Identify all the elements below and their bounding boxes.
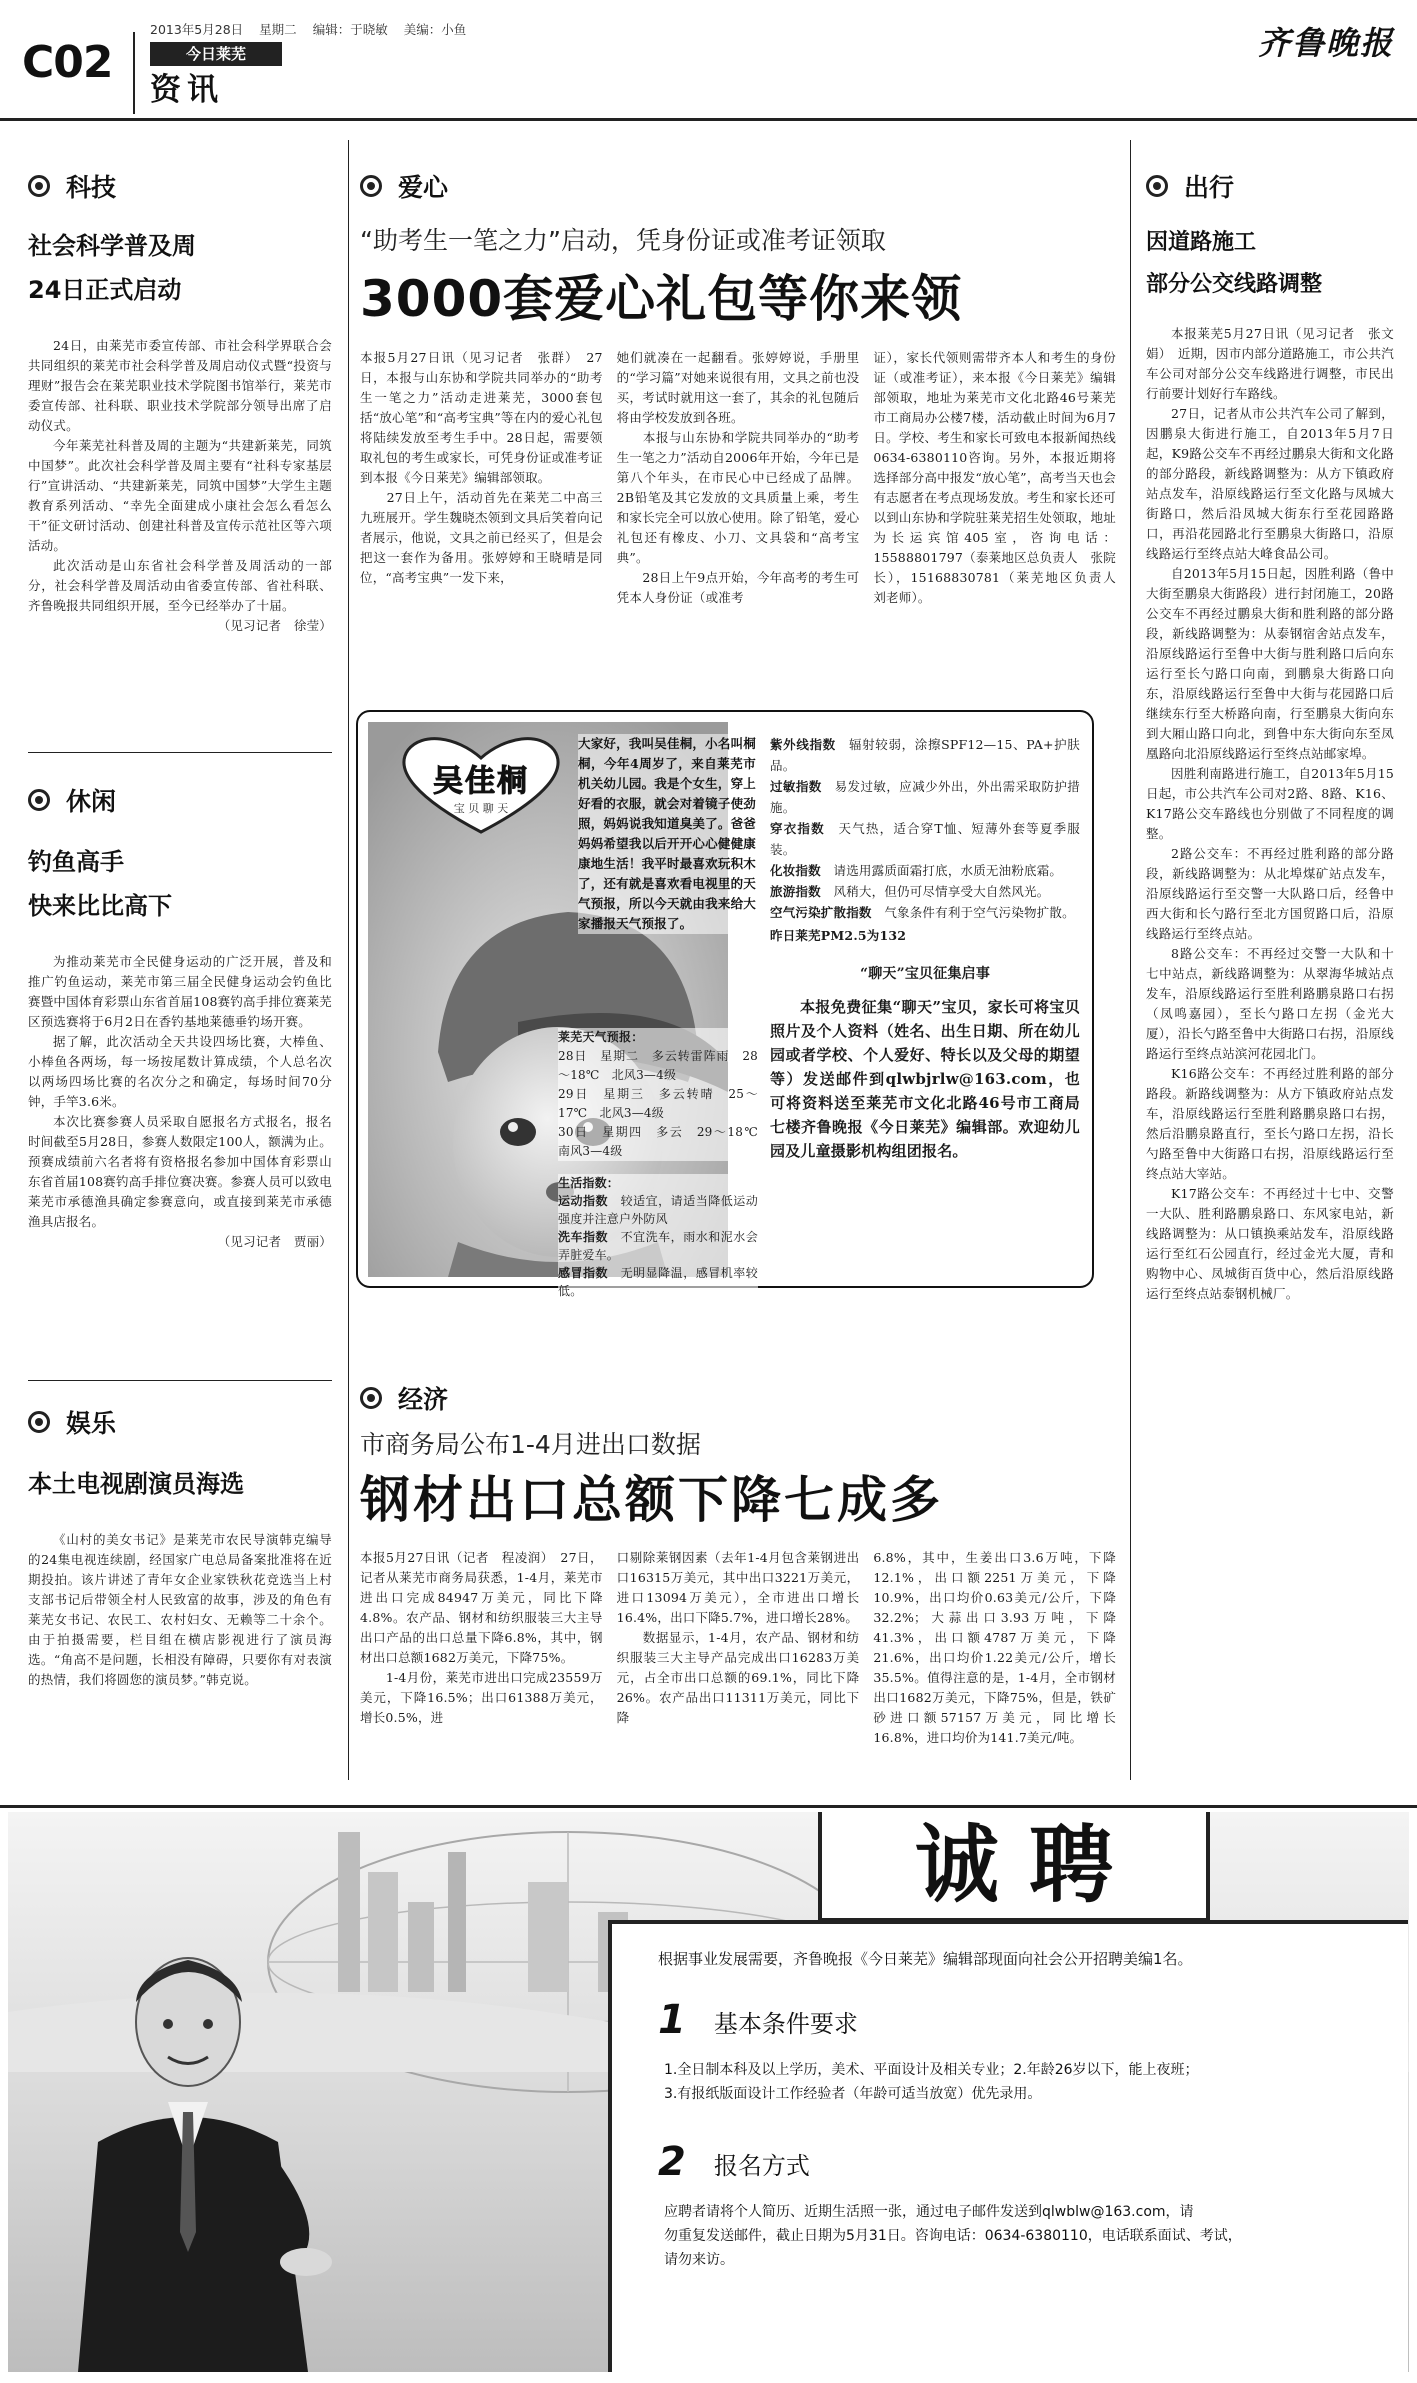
life-index-left: 生活指数： 运动指数 较适宜，请适当降低运动强度并注意户外防风 洗车指数 不宜洗车，雨水和泥水会弄脏爱车。 感冒指数 无明显降温，感冒机率较低。	[558, 1176, 758, 1298]
ad-item	[658, 1997, 1408, 2043]
paper-logo: 齐鲁晚报	[1258, 24, 1395, 62]
tech-byline: （见习记者 徐莹）	[217, 618, 332, 633]
life-index-item: 感冒指数 无明显降温，感冒机率较低。	[558, 1266, 758, 1298]
weather-forecast: 莱芜天气预报： 28日 星期二 多云转雷阵雨 28～18℃ 北风3—4级 29日 星期三 多云转晴 25～17℃ 北风3—4级 30日 星期四 多云 29～18℃ 南风3—4级	[558, 1028, 758, 1161]
section-bullet-icon	[360, 1387, 382, 1409]
ent-body: 《山村的美女书记》是莱芜市农民导演韩克编导的24集电视连续剧，经国家广电总局备案批准将在近期投拍。该片讲述了青年女企业家铁秋花竞选当上村支部书记后带领全村人民致富的故事，涉及的角色有莱芜女书记、农民工、农村妇女、无赖等二十余个。由于拍摄需要，栏目组在横店影视进行了演员海选。“角高不是问题，长相没有障碍，只要你有对表演的热情，我们将圆您的演员梦。”韩克说。	[28, 1532, 332, 1687]
kid-name-badge: 吴佳桐 宝 贝 聊 天	[386, 728, 576, 838]
econ-kicker: 市商务局公布1-4月进出口数据	[360, 1430, 701, 1459]
ent-section-label: 娱乐	[28, 1404, 332, 1440]
econ-section-label: 经济	[360, 1380, 1116, 1416]
section-title: 资讯	[150, 72, 224, 108]
leisure-article	[28, 782, 332, 1252]
love-section-label: 爱心	[360, 168, 1116, 204]
ad-item-lines: 应聘者请将个人简历、近期生活照一张，通过电子邮件发送到qlwblw@163.com，请 勿重复发送邮件，截止日期为5月31日。咨询电话：0634-6380110，电话联系面试、考试， 请勿来访。	[664, 2204, 1242, 2268]
life-index-right	[770, 734, 1080, 1163]
masthead-rule	[0, 118, 1417, 121]
forecast-day: 29日 星期三 多云转晴 25～17℃ 北风3—4级	[558, 1087, 758, 1120]
ad-item-heading: 基本条件要求	[713, 2010, 858, 2038]
section-bullet-icon	[28, 1411, 50, 1433]
left-column-divider	[348, 140, 349, 1780]
kid-weather-box	[356, 710, 1094, 1298]
life-index-item: 运动指数 较适宜，请适当降低运动强度并注意户外防风	[558, 1194, 758, 1226]
designer-credit: 美编：小鱼	[403, 22, 467, 37]
ent-article	[28, 1404, 332, 1690]
recruitment-ad	[8, 1812, 1409, 2372]
ad-top-rule	[0, 1805, 1417, 1808]
pm25-reading: 昨日莱芜PM2.5为132	[770, 928, 907, 943]
forecast-day: 28日 星期二 多云转雷阵雨 28～18℃ 北风3—4级	[558, 1049, 758, 1082]
masthead-info	[150, 20, 466, 38]
tech-body: 24日，由莱芜市委宣传部、市社会科学界联合会共同组织的莱芜市社会科学普及周启动仪式暨“投资与理财”报告会在莱芜职业技术学院图书馆举行，莱芜市委宣传部、社科联、职业技术学院部分领导出席了启动仪式。 今年莱芜社科普及周的主题为“共建新莱芜，同筑中国梦”。此次社会科学普及周主要有“社科专家基层行”宣讲活动、“共建新莱芜，同筑中国梦”大学生主题教育系列活动、“幸先全面建成小康社会怎么看怎么干”征文研讨活动、创建社科普及宣传示范社区等六项活动。 此次活动是山东省社会科学普及周活动的一部分，社会科学普及周活动由省委宣传部、省社科联、齐鲁晚报共同组织开展，至今已经举办了十届。 （见习记者 徐莹）	[28, 336, 332, 636]
ad-item-heading: 报名方式	[713, 2152, 810, 2180]
section-bullet-icon	[28, 175, 50, 197]
forecast-day: 30日 星期四 多云 29～18℃ 南风3—4级	[558, 1125, 771, 1158]
section-bullet-icon	[28, 789, 50, 811]
issue-date: 2013年5月28日	[150, 22, 244, 37]
tech-section-label: 科技	[28, 168, 332, 204]
love-body: 本报5月27日讯（见习记者 张群） 27日，本报与山东协和学院共同举办的“助考生一笔之力”活动走进莱芜，3000套包括“放心笔”和“高考宝典”等在内的爱心礼包将陆续发放至考生手中。28日起，需要领取礼包的考生或家长，可凭身份证或准考证到本报《今日莱芜》编辑部领取。 27日上午，活动首先在莱芜二中高三九班展开。学生魏晓杰领到文具后笑着向记者展示，他说，文具之前已经买了，但是会把这一套作为备用。张婷婷和王晓晴是同位，“高考宝典”一发下来， 她们就凑在一起翻看。张婷婷说，手册里的“学习篇”对她来说很有用，文具之前也没买，考试时就用这一套了，其余的礼包随后将由学校发放到各班。 本报与山东协和学院共同举办的“助考生一笔之力”活动自2006年开始，今年已是第八个年头，在市民心中已经成了品牌。2B铅笔及其它发放的文具质量上乘，考生和家长完全可以放心使用。除了铅笔，爱心礼包还有橡皮、小刀、文具袋和“高考宝典”。 28日上午9点开始，今年高考的考生可凭本人身份证（或准考 证），家长代领则需带齐本人和考生的身份证（或准考证），来本报《今日莱芜》编辑部领取，地址为莱芜市文化北路46号莱芜市工商局办公楼7楼，活动截止时间为6月7日。学校、考生和家长可致电本报新闻热线0634-6380110咨询。另外，本报近期将选择部分高中报发“放心笔”，高考当天也会有志愿者在考点现场发放。考生和家长还可以到山东协和学院驻莱芜招生处领取，地址为长运宾馆405室，咨询电话：15588801797（泰莱地区总负责人 张院长），15168830781（莱芜地区负责人 刘老师）。	[360, 350, 1129, 605]
recruit-body: 本报免费征集“聊天”宝贝，家长可将宝贝照片及个人资料（姓名、出生日期、所在幼儿园或者学校、个人爱好、特长以及父母的期望等）发送邮件到qlwbjrlw@163.com，也可将资料送至莱芜市文化北路46号市工商局七楼齐鲁晚报《今日莱芜》编辑部。欢迎幼儿园及儿童摄影机构组团报名。	[770, 998, 1080, 1160]
life-index-item: 旅游指数 风稍大，但仍可尽情享受大自然风光。	[770, 884, 1050, 899]
transit-headline: 因道路施工 部分公交线路调整	[1146, 230, 1323, 297]
leisure-section-label: 休闲	[28, 782, 332, 818]
ad-item-number: 2	[658, 2139, 686, 2185]
tech-article	[28, 168, 332, 636]
life-index-item: 洗车指数 不宜洗车，雨水和泥水会弄脏爱车。	[558, 1230, 758, 1262]
life-index-item: 紫外线指数 辐射较弱，涂擦SPF12—15、PA+护肤品。	[770, 737, 1080, 773]
businessman-photo	[38, 1932, 338, 2372]
love-kicker: “助考生一笔之力”启动，凭身份证或准考证领取	[360, 226, 886, 255]
transit-article	[1146, 168, 1394, 1304]
page-number: C02	[22, 37, 113, 88]
econ-article	[360, 1380, 1116, 1748]
love-article	[360, 168, 1129, 608]
life-index-item: 化妆指数 请选用露质面霜打底，水质无油粉底霜。	[770, 863, 1063, 878]
right-column-divider	[1130, 140, 1131, 1780]
transit-section-label: 出行	[1146, 168, 1394, 204]
kid-intro: 大家好，我叫吴佳桐，小名叫桐桐，今年4周岁了，来自莱芜市机关幼儿园。我是个女生，穿上好看的衣服，就会对着镜子使劲照，妈妈说我知道臭美了。爸爸妈妈希望我以后开开心心健健康康地生活！我平时最喜欢玩积木了，还有就是喜欢看电视里的天气预报，所以今天就由我来给大家播报天气预报了。	[578, 734, 756, 934]
section-bullet-icon	[360, 175, 382, 197]
ad-title-box: 诚 聘	[818, 1812, 1210, 1922]
issue-weekday: 星期二	[259, 22, 297, 37]
ad-item-lines: 1.全日制本科及以上学历，美术、平面设计及相关专业；2.年龄26岁以下，能上夜班； 3.有报纸版面设计工作经验者（年龄可适当放宽）优先录用。	[664, 2062, 1199, 2102]
left-divider-2	[28, 1380, 332, 1381]
love-headline: 3000套爱心礼包等你来领	[360, 270, 963, 328]
recruit-title: “聊天”宝贝征集启事	[859, 966, 991, 982]
life-index-item: 空气污染扩散指数 气象条件有利于空气污染物扩散。	[770, 905, 1075, 920]
editor-credit: 编辑：于晓敏	[312, 22, 388, 37]
left-divider-1	[28, 752, 332, 753]
ad-text-panel	[608, 1920, 1408, 2372]
ad-item-number: 1	[658, 1997, 686, 2043]
tech-headline: 社会科学普及周 24日正式启动	[28, 232, 196, 304]
life-index-item: 过敏指数 易发过敏，应减少外出，外出需采取防护措施。	[770, 779, 1080, 815]
econ-body: 本报5月27日讯（记者 程凌润） 27日，记者从莱芜市商务局获悉，1-4月，莱芜市进出口完成84947万美元，同比下降4.8%。农产品、钢材和纺织服装三大主导出口产品的出口总量下降6.8%，其中，钢材出口总额1682万美元，下降75%。 1-4月份，莱芜市进出口完成23559万美元，下降16.5%；出口61388万美元，增长0.5%，进 口剔除莱钢因素（去年1-4月包含莱钢进出口16315万美元，其中出口3221万美元，进口13094万美元），全市进出口增长16.4%，出口下降5.7%，进口增长28%。 数据显示，1-4月，农产品、钢材和纺织服装三大主导产品完成出口16283万美元，占全市出口总额的69.1%，同比下降26%。农产品出口11311万美元，同比下降 6.8%，其中，生姜出口3.6万吨，下降12.1%，出口额2251万美元，下降10.9%，出口均价0.63美元/公斤，下降32.2%；大蒜出口3.93万吨，下降41.3%，出口额4787万美元，下降21.6%，出口均价1.22美元/公斤，增长35.5%。值得注意的是，1-4月，全市钢材出口1682万美元，下降75%，但是，铁矿砂进口额57157万美元，同比增长16.8%，进口均价为141.7美元/吨。	[360, 1550, 1117, 1745]
ad-intro: 根据事业发展需要，齐鲁晚报《今日莱芜》编辑部现面向社会公开招聘美编1名。	[658, 1950, 1193, 1968]
section-bullet-icon	[1146, 175, 1168, 197]
life-index-item: 穿衣指数 天气热，适合穿T恤、短薄外套等夏季服装。	[770, 821, 1080, 857]
edition-badge: 今日莱芜	[150, 42, 282, 66]
ent-headline: 本土电视剧演员海选	[28, 1470, 244, 1498]
leisure-body: 为推动莱芜市全民健身运动的广泛开展，普及和推广钓鱼运动，莱芜市第三届全民健身运动会钓鱼比赛暨中国体育彩票山东省首届108赛钓高手排位赛莱芜区预选赛将于6月2日在香钓基地莱德垂钓场开赛。 据了解，此次活动全天共设四场比赛，大棒鱼、小棒鱼各两场，每一场按尾数计算成绩，个人总名次以两场四场比赛的名次分之和确定，每场时间70分钟，手竿3.6米。 本次比赛参赛人员采取自愿报名方式报名，报名时间截至5月28日，参赛人数限定100人，额满为止。预赛成绩前六名者将有资格报名参加中国体育彩票山东省首届108赛钓高手排位赛决赛。参赛人员可以致电莱芜市承德渔具确定参赛意向，或直接到莱芜市承德渔具店报名。 （见习记者 贾丽）	[28, 952, 332, 1252]
econ-headline: 钢材出口总额下降七成多	[360, 1471, 943, 1529]
leisure-byline: （见习记者 贾丽）	[217, 1234, 332, 1249]
masthead-divider	[133, 32, 135, 114]
ad-item	[658, 2139, 1408, 2185]
leisure-headline: 钓鱼高手 快来比比高下	[28, 848, 172, 920]
transit-body: 本报莱芜5月27日讯（见习记者 张文娟） 近期，因市内部分道路施工，市公共汽车公司对部分公交车线路进行调整，市民出行前要计划好行车路线。 27日，记者从市公共汽车公司了解到，因鹏泉大街进行施工，自2013年5月7日起，K9路公交车不再经过鹏泉大街和文化路的部分路段，新线路调整为：从方下镇政府站点发车，沿原线路运行至文化路与凤城大街路口，然后沿凤城大街东行至花园路路口，再沿花园路北行至鹏泉大街路口，沿原线路运行至终点站大峰食品公司。 自2013年5月15日起，因胜利路（鲁中大街至鹏泉大街路段）进行封闭施工，20路公交车不再经过鹏泉大街和胜利路的部分路段，新线路调整为：从泰钢宿舍站点发车，沿原线路运行至鲁中大街与胜利路口后向东运行至长勺路口向南，到鹏泉大街路口向东，沿原线路运行至鲁中大街与花园路口后继续东行至大桥路向南，行至鹏泉大街向东到大厢山路口向北，到鲁中东大街向东至凤凰路向北沿原线路运行至终点站邮家埠。 因胜利南路进行施工，自2013年5月15日起，市公共汽车公司对2路、8路、K16、K17路公交车路线也分别做了不同程度的调整。 2路公交车：不再经过胜利路的部分路段，新线路调整为：从北埠煤矿站点发车，沿原线路运行至交警一大队路口后，经鲁中西大街和长勺路行至北方国贸路口后，沿原线路运行至终点站。 8路公交车：不再经过交警一大队和十七中站点，新线路调整为：从翠海华城站点发车，沿原线路运行至胜利路鹏泉路口右拐（凤鸣嘉园），至长勺路口左拐（金光大厦），沿长勺路至鲁中大街路口右拐，沿原线路运行至终点站滨河花园北门。 K16路公交车：不再经过胜利路的部分路段。新路线调整为：从方下镇政府站点发车，沿原线路运行至胜利路鹏泉路口右拐，然后沿鹏泉路直行，至长勺路口左拐，沿长勺路至鲁中大街路口右拐，沿原线路运行至终点站大宰站。 K17路公交车：不再经过十七中、交警一大队、胜利路鹏泉路口、东风家电站，新线路调整为：从口镇换乘站发车，沿原线路运行至红石公园直行，经过金光大厦，青和购物中心、凤城街百货中心，然后沿原线路运行至终点站泰钢机械厂。	[1146, 326, 1394, 1301]
